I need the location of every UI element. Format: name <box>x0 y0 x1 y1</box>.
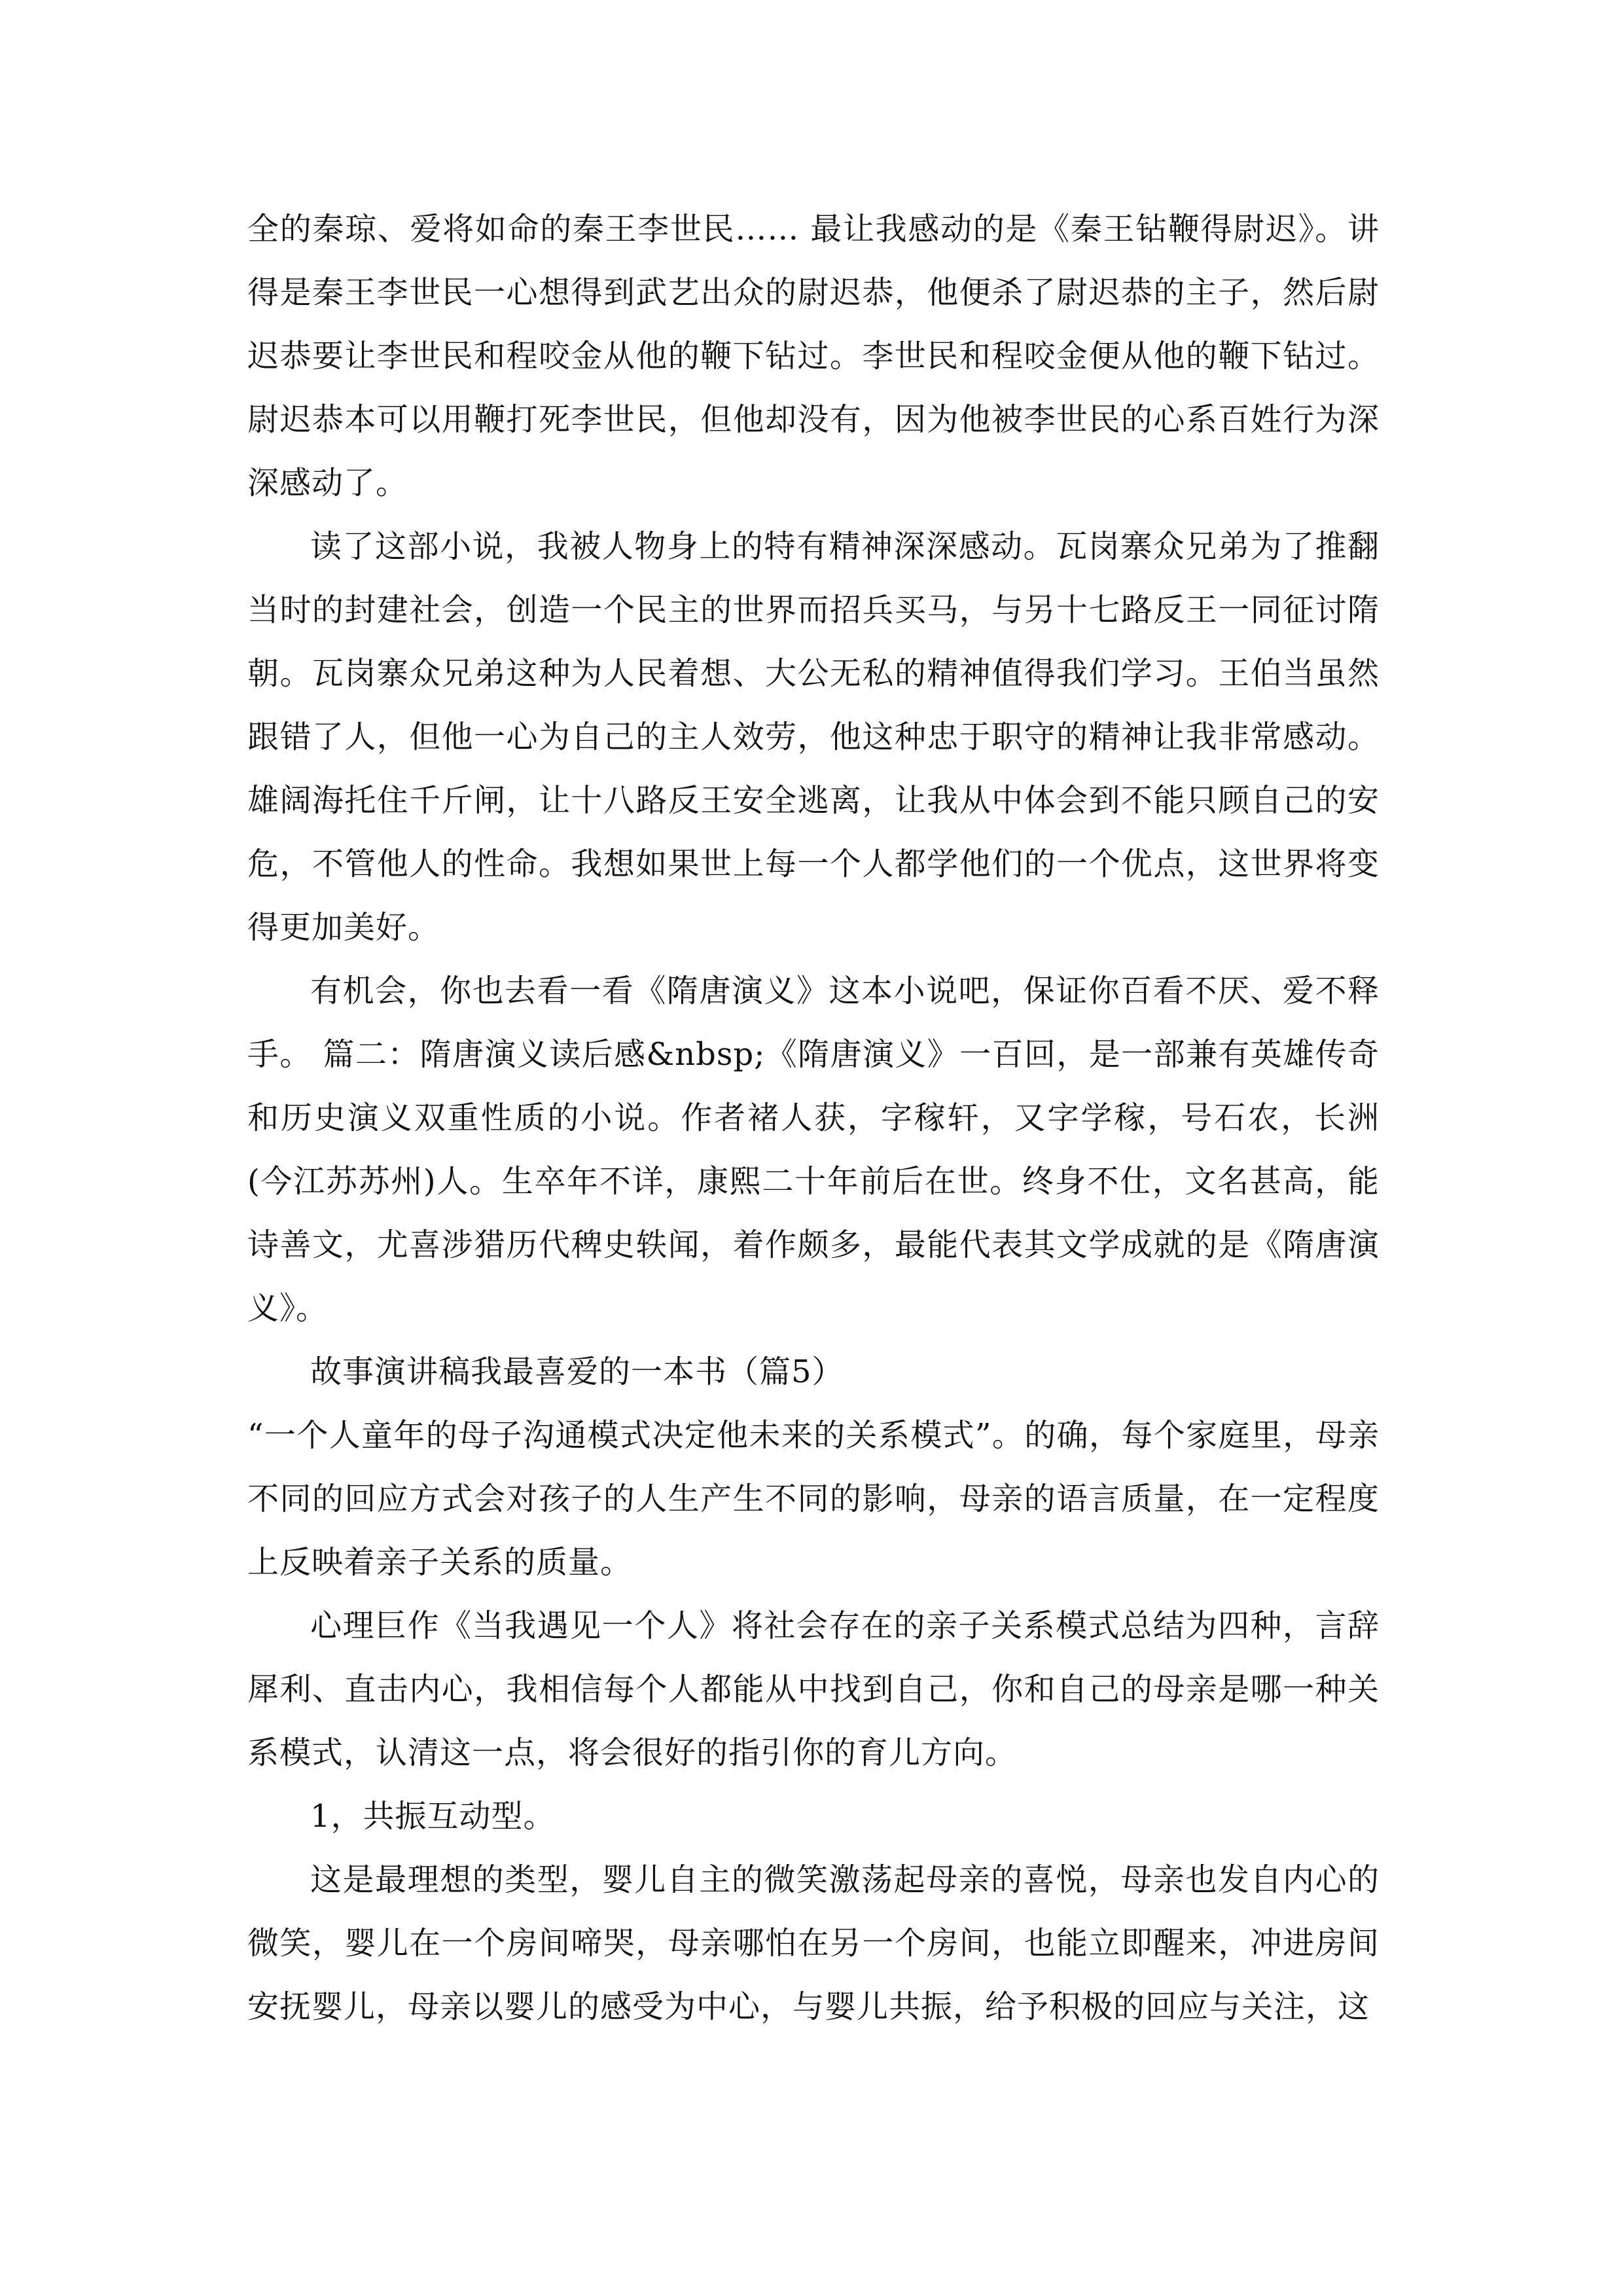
list-item-heading: 1，共振互动型。 <box>310 1798 556 1835</box>
section-heading: 故事演讲稿我最喜爱的一本书（篇5） <box>310 1354 844 1390</box>
paragraph-continued: 全的秦琼、爱将如命的秦王李世民…… 最让我感动的是《秦王钻鞭得尉迟》。讲得是秦王李世民一心想得到武艺出众的尉迟恭，他便杀了尉迟恭的主子，然后尉迟恭要让李世民和程咬金从他的鞭下钻过。李世民和程咬金便从他的鞭下钻过。尉迟恭本可以用鞭打死李世民，但他却没有，因为他被李世民的心系百姓行为深深感动了。 <box>247 211 1380 501</box>
paragraph-reflection: 读了这部小说，我被人物身上的特有精神深深感动。瓦岗寨众兄弟为了推翻当时的封建社会，创造一个民主的世界而招兵买马，与另十七路反王一同征讨隋朝。瓦岗寨众兄弟这种为人民着想、大公无私的精神值得我们学习。王伯当虽然跟错了人，但他一心为自己的主人效劳，他这种忠于职守的精神让我非常感动。雄阔海托住千斤闸，让十八路反王安全逃离，让我从中体会到不能只顾自己的安危，不管他人的性命。我想如果世上每一个人都学他们的一个优点，这世界将变得更加美好。 <box>247 528 1380 946</box>
paragraph-recommendation: 有机会，你也去看一看《隋唐演义》这本小说吧，保证你百看不厌、爱不释手。 篇二：隋唐演义读后感&nbsp;《隋唐演义》一百回，是一部兼有英雄传奇和历史演义双重性质的小说。作者褚人获，字稼轩，又字学稼，号石农，长洲(今江苏苏州)人。生卒年不详，康熙二十年前后在世。终身不仕，文名甚高，能诗善文，尤喜涉猎历代稗史轶闻，着作颇多，最能代表其文学成就的是《隋唐演义》。 <box>247 973 1380 1327</box>
paragraph-book-intro: 心理巨作《当我遇见一个人》将社会存在的亲子关系模式总结为四种，言辞犀利、直击内心，我相信每个人都能从中找到自己，你和自己的母亲是哪一种关系模式，认清这一点，将会很好的指引你的育儿方向。 <box>247 1607 1380 1771</box>
paragraph-type-description: 这是最理想的类型，婴儿自主的微笑激荡起母亲的喜悦，母亲也发自内心的微笑，婴儿在一个房间啼哭，母亲哪怕在另一个房间，也能立即醒来，冲进房间安抚婴儿，母亲以婴儿的感受为中心，与婴儿共振，给予积极的回应与关注，这 <box>247 1861 1380 2025</box>
document-body <box>247 198 1380 2039</box>
paragraph-quote: “一个人童年的母子沟通模式决定他未来的关系模式”。的确，每个家庭里，母亲不同的回应方式会对孩子的人生产生不同的影响，母亲的语言质量，在一定程度上反映着亲子关系的质量。 <box>247 1417 1380 1581</box>
